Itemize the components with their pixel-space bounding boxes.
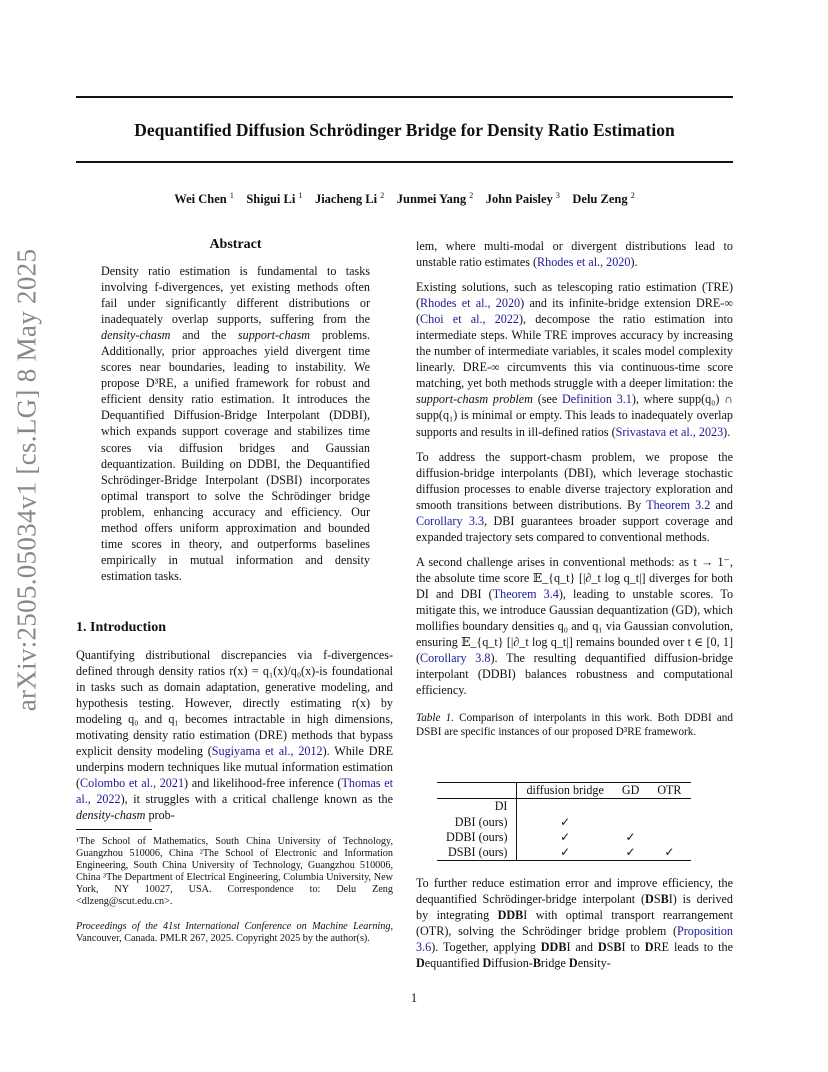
right-column-text: [416, 238, 733, 698]
check-mark-cell: ✓: [517, 845, 613, 861]
introduction-body: Quantifying distributional discrepancies via f-divergences-defined through density ratios r(x) = q₁(x)/q₀(x)-is foundational in tasks such as domain adaptation, generative modeling, and hypothesis testing. However, directly estimating r(x) by modeling q₀ and q₁ becomes intractable in high dimensions, motivating density ratio estimation (DRE) methods that bypass explicit density modeling (Sugiyama et al., 2012). While DRE underpins modern techniques like mutual information estimation (Colombo et al., 2021) and likelihood-free inference (Thomas et al., 2022), it struggles with a critical challenge known as the density-chasm prob-: [76, 648, 394, 823]
paper-title: Dequantified Diffusion Schrödinger Bridge for Density Ratio Estimation: [134, 120, 675, 140]
abstract-heading: Abstract: [209, 237, 262, 252]
table-row: [437, 845, 691, 861]
column-header: diffusion bridge: [517, 783, 613, 799]
check-mark-cell: ✓: [560, 829, 571, 844]
author-affiliation-marker: 3: [555, 191, 560, 200]
author-list: [76, 191, 733, 207]
table-cell: [648, 799, 690, 815]
table-cell: [517, 799, 613, 815]
column-header: GD: [613, 783, 648, 799]
author-name: John Paisley: [485, 192, 553, 207]
affiliation-footnote: ¹The School of Mathematics, South China University of Technology, Guangzhou 510006, China ²The School of Electronic and Information Engineering, South China University of Technology, Guangzhou 510006, China ³The Department of Electrical Engineering, Columbia University, New York, NY 10027, USA. Correspondence to: Delu Zeng <dlzeng@scut.edu.cn>.: [76, 836, 393, 908]
paragraph-dsbi: To further reduce estimation error and improve efficiency, the dequantified Schrödinger-bridge interpolant (DSBI) is derived by integrating DDBI with optimal transport rearrangement (OTR), solving the Schrödinger bridge problem (Proposition 3.6). Together, applying DDBI and DSBI to DRE leads to the Dequantified Diffusion-Bridge Density-: [416, 876, 733, 971]
row-label: DI: [437, 799, 517, 815]
row-label: DBI (ours): [437, 815, 517, 830]
author-affiliation-marker: 1: [298, 191, 303, 200]
proceedings-note: Proceedings of the 41st International Conference on Machine Learning, Vancouver, Canada. PMLR 267, 2025. Copyright 2025 by the author(s).: [76, 920, 393, 944]
table-cell: [648, 815, 690, 830]
author-name: Junmei Yang: [396, 192, 467, 207]
table-cell: [613, 799, 648, 815]
footnotes: [76, 836, 393, 945]
table-cell: [613, 815, 648, 830]
row-label: DSBI (ours): [437, 845, 517, 861]
table-caption: Table 1. Comparison of interpolants in this work. Both DDBI and DSBI are specific instances of our proposed D³RE framework.: [416, 712, 733, 739]
column-header: OTR: [648, 783, 690, 799]
row-label: DDBI (ours): [437, 830, 517, 845]
check-mark-cell: ✓: [625, 829, 636, 844]
introduction-heading: 1. Introduction: [76, 620, 166, 635]
author-affiliation-marker: 1: [229, 191, 234, 200]
check-mark-cell: ✓: [648, 845, 690, 861]
author-name: Delu Zeng: [572, 192, 628, 207]
footnote-rule: [76, 829, 152, 830]
page-number: 1: [410, 991, 418, 1005]
table-row: [437, 830, 691, 845]
table-header-empty: [437, 783, 517, 799]
arxiv-identifier-stamp: arXiv:2505.05034v1 [cs.LG] 8 May 2025: [11, 248, 42, 712]
author-name: Wei Chen: [174, 192, 227, 207]
author-name: Shigui Li: [246, 192, 296, 207]
abstract-body: Density ratio estimation is fundamental to tasks involving f-divergences, yet existing methods often fail under significantly different distributions or inadequately overlap supports, suffering from the density-chasm and the support-chasm problems. Additionally, prior approaches yield divergent time scores near boundaries, leading to instability. We propose D³RE, a unified framework for robust and efficient density ratio estimation. It introduces the Dequantified Diffusion-Bridge Interpolant (DDBI), which expands support coverage and stabilizes time scores via diffusion bridges and Gaussian dequantization. Building on DDBI, the Dequantified Schrödinger-Bridge Interpolant (DSBI) incorporates optimal transport to solve the Schrödinger bridge problem, enhancing accuracy and efficiency. Our method offers uniform approximation and bounded time scores in theory, and outperforms baselines empirically in mutual information and density estimation tasks.: [101, 264, 370, 583]
paragraph-time-score: A second challenge arises in conventional methods: as t → 1⁻, the absolute time score 𝔼_{q_t} [|∂_t log q_t|] diverges for both DI and DBI (Theorem 3.4), leading to unstable scores. To mitigate this, we introduce Gaussian dequantization (GD), which mollifies boundary densities q₀ and q₁ via Gaussian convolution, ensuring 𝔼_{q_t} [|∂_t log q_t|] remains bounded over t ∈ [0, 1] (Corollary 3.8). The resulting dequantified diffusion-bridge interpolant (DDBI) balances robustness and computational efficiency.: [416, 554, 734, 698]
author-affiliation-marker: 2: [380, 191, 385, 200]
check-mark-cell: ✓: [560, 814, 571, 829]
table-row: [437, 815, 691, 830]
table-row: [437, 799, 691, 815]
paragraph-existing-solutions: Existing solutions, such as telescoping ratio estimation (TRE) (Rhodes et al., 2020) and its infinite-bridge extension DRE-∞ (Choi et al., 2022), decompose the ratio estimation into intermediate steps. While TRE improves accuracy by increasing the number of intermediate variables, it scales model complexity linearly. DRE-∞ circumvents this via continuous-time score matching, yet both methods struggle with a deeper limitation: the support-chasm problem (see Definition 3.1), where supp(q₀) ∩ supp(q₁) is minimal or empty. This leads to inadequately overlap supports and results in ill-defined ratios (Srivastava et al., 2023).: [416, 280, 733, 439]
comparison-table: [437, 782, 691, 861]
title-bottom-rule: [76, 161, 733, 163]
paragraph-problem-statement: lem, where multi-modal or divergent distributions lead to unstable ratio estimates (Rhodes et al., 2020).: [416, 239, 733, 270]
title-top-rule: [76, 96, 733, 98]
author-affiliation-marker: 2: [630, 191, 635, 200]
author-affiliation-marker: 2: [469, 191, 474, 200]
check-mark-cell: ✓: [613, 845, 648, 861]
table-cell: [648, 830, 690, 845]
author-name: Jiacheng Li: [314, 192, 378, 207]
table-header-row: [437, 783, 691, 799]
paragraph-support-chasm: To address the support-chasm problem, we propose the diffusion-bridge interpolants (DBI), which leverage stochastic diffusion processes to enable diverse trajectory exploration and smooth transitions between distributions. By Theorem 3.2 and Corollary 3.3, DBI guarantees broader support coverage and expanded trajectory sets compared to conventional methods.: [416, 449, 733, 544]
